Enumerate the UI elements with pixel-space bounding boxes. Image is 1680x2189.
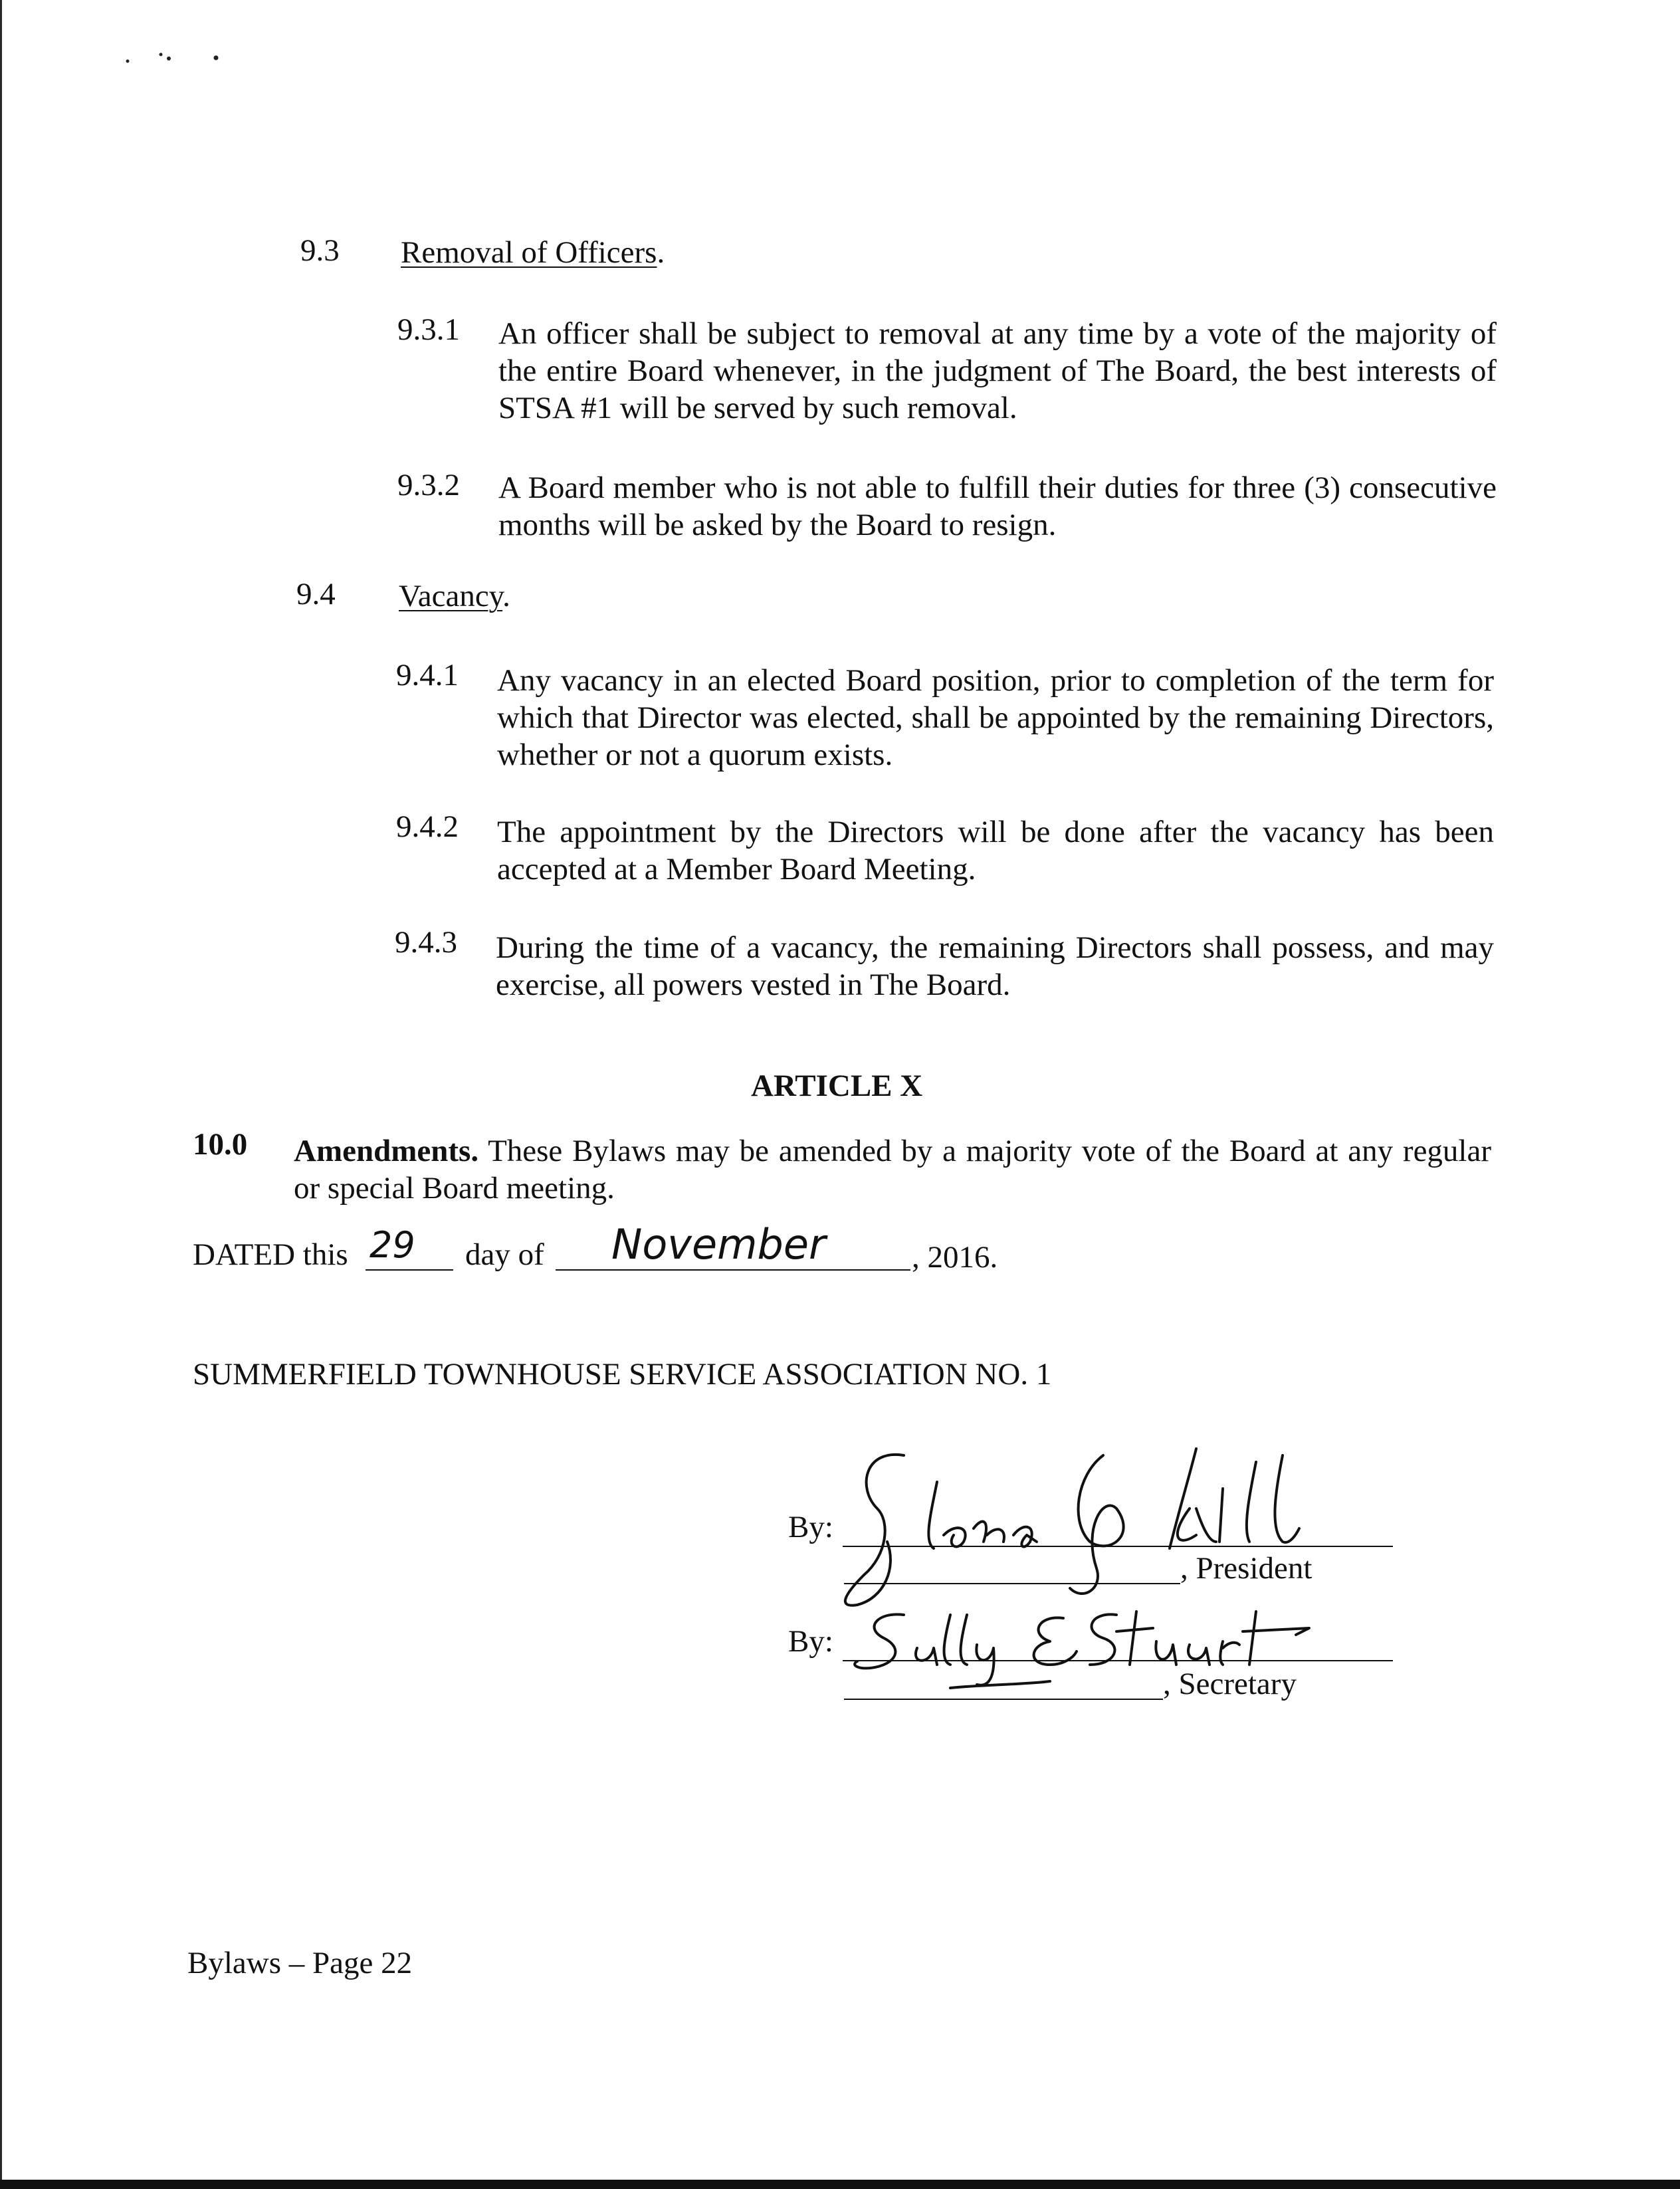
by-label: By: [788,1624,833,1659]
page-left-edge [0,0,2,2189]
section-heading-text: Removal of Officers [401,235,657,270]
dated-day-handwritten: 29 [369,1224,415,1266]
subsection-number: 9.4.3 [395,925,457,960]
article-section-heading: Amendments. [294,1134,479,1168]
month-blank-line [556,1269,910,1271]
subsection-number: 9.4.2 [396,809,459,844]
article-section-paragraph [294,1132,1491,1207]
section-number: 9.3 [300,233,340,268]
article-title: ARTICLE X [751,1069,923,1103]
dated-prefix: DATED this [193,1237,348,1272]
subsection-number: 9.4.1 [396,658,459,692]
officer-title-president: , President [1180,1551,1312,1586]
subsection-text: Any vacancy in an elected Board position, prior to completion of the term for which that Director was elected, shall be appointed by the remaining Directors, whether or not a quorum exists. [497,663,1494,772]
officer-title-secretary: , Secretary [1163,1667,1297,1701]
secretary-signature [851,1602,1316,1695]
association-name: SUMMERFIELD TOWNHOUSE SERVICE ASSOCIATION NO. 1 [193,1357,1052,1392]
section-heading: Vacancy. [399,579,510,613]
by-label: By: [788,1510,833,1544]
dated-suffix: , 2016. [912,1240,998,1275]
dated-month-handwritten: November [611,1220,826,1269]
day-blank-line [366,1269,453,1271]
scan-specks [120,47,233,73]
section-heading: Removal of Officers. [401,235,665,270]
subsection-number: 9.3.2 [397,468,460,502]
section-number: 9.4 [296,577,336,611]
title-line [844,1699,1163,1700]
section-heading-text: Vacancy [399,579,503,613]
president-signature [824,1435,1316,1628]
article-section-number: 10.0 [193,1127,248,1162]
subsection-text: An officer shall be subject to removal at any time by a vote of the majority of the entire Board whenever, in the judgment of The Board, the best interests of STSA #1 will be served by such removal. [498,316,1497,425]
dated-middle: day of [465,1237,544,1272]
subsection-text: During the time of a vacancy, the remaining Directors shall possess, and may exercise, all powers vested in The Board. [496,930,1494,1002]
subsection-text: The appointment by the Directors will be done after the vacancy has been accepted at a Member Board Meeting. [497,815,1494,886]
article-section-text: These Bylaws may be amended by a majority vote of the Board at any regular or special Board meeting. [294,1134,1491,1205]
subsection-number: 9.3.1 [397,312,460,347]
subsection-text: A Board member who is not able to fulfill their duties for three (3) consecutive months will be asked by the Board to resign. [498,470,1497,542]
page-footer: Bylaws – Page 22 [187,1946,413,1980]
page-bottom-edge [0,2180,1680,2189]
